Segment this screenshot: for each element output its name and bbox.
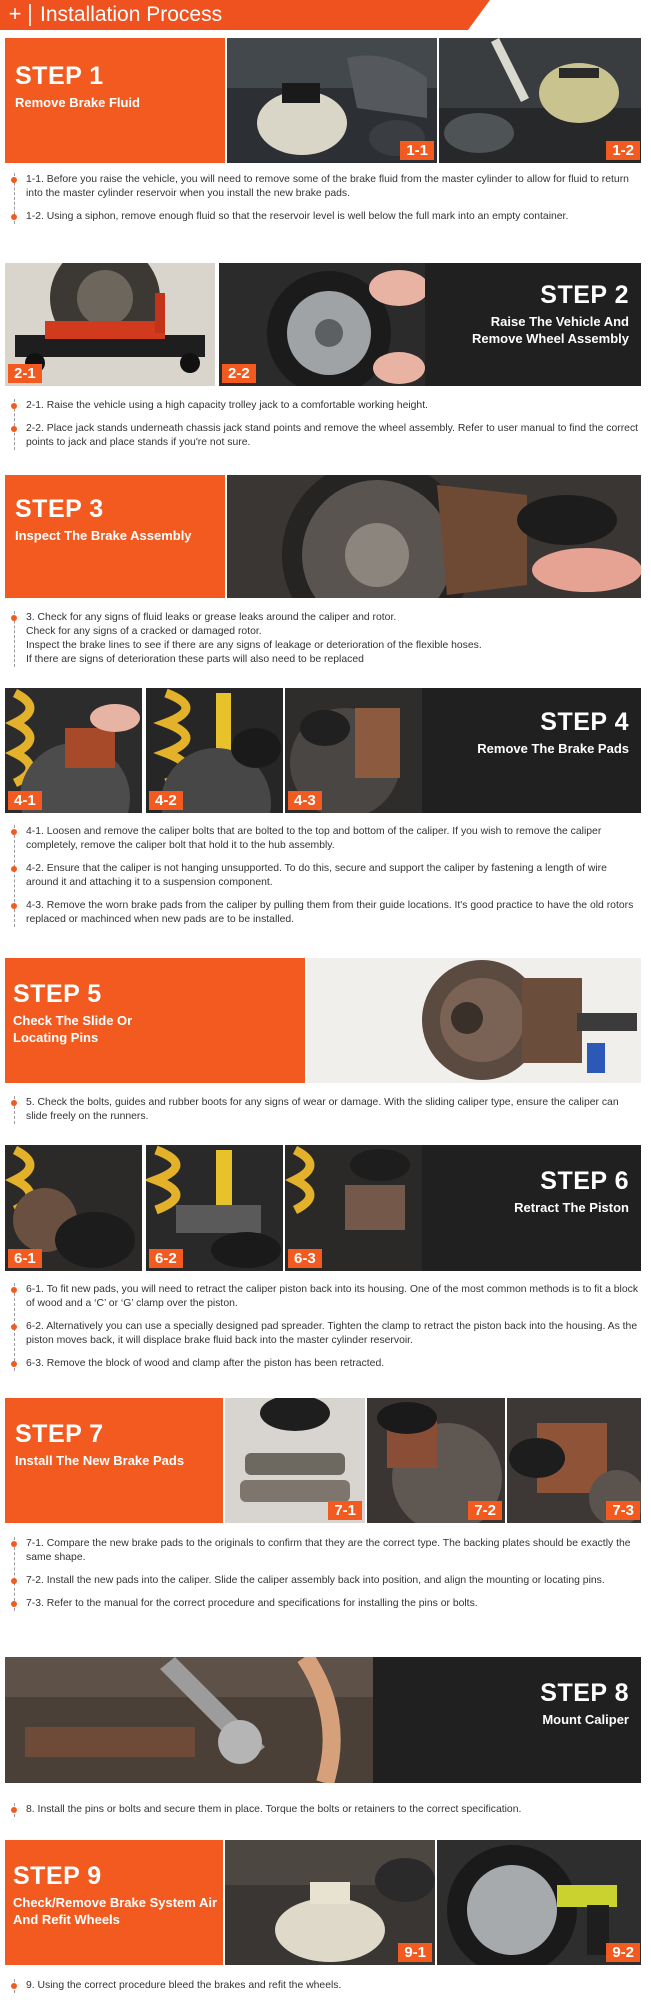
step-5-subtitle: Check The Slide Or Locating Pins	[13, 1013, 133, 1045]
step-4-title: STEP 4	[540, 708, 629, 736]
step-7-photo-1	[223, 1398, 365, 1523]
step-3-text-1: 3. Check for any signs of fluid leaks or grease leaks around the caliper and rotor.	[14, 611, 639, 625]
photo-tag-7-1: 7-1	[328, 1501, 362, 1520]
step-8-subtitle: Mount Caliper	[542, 1712, 629, 1727]
locating-pins-photo	[307, 958, 641, 1083]
step-2-panel	[425, 263, 641, 386]
section-header	[0, 0, 651, 30]
photo-tag-6-1: 6-1	[8, 1249, 42, 1268]
mount-caliper-photo	[5, 1657, 373, 1783]
photo-tag-2-1: 2-1	[8, 364, 42, 383]
step-7-text-2: 7-2. Install the new pads into the caliper. Slide the caliper assembly back into position, and align the mounting or locating pins.	[14, 1574, 639, 1588]
step-5-photo	[305, 958, 641, 1083]
section-title: Installation Process	[40, 3, 223, 26]
step-1-subtitle: Remove Brake Fluid	[15, 95, 140, 110]
header-divider	[29, 4, 31, 26]
step-4-panel	[422, 688, 641, 813]
step-1-text-2: 1-2. Using a siphon, remove enough fluid so that the reservoir level is well below the full mark into an empty container.	[14, 210, 639, 224]
step-3-text-4: If there are signs of deterioration these parts will also need to be replaced	[26, 654, 364, 665]
step-1-text-1: 1-1. Before you raise the vehicle, you will need to remove some of the brake fluid from the master cylinder to allow for fluid to return into the master cylinder reservoir when you install the new brake pads.	[14, 173, 639, 201]
step-9-title: STEP 9	[13, 1862, 102, 1890]
step-9-description	[14, 1979, 639, 1993]
step-4-text-1: 4-1. Loosen and remove the caliper bolts that are bolted to the top and bottom of the caliper. If you wish to remove the caliper completely, remove the caliper bolt that hold it to the hub assembly.	[14, 825, 639, 853]
step-3-text-2: Check for any signs of a cracked or damaged rotor.	[26, 626, 262, 637]
step-1-photo-1	[225, 38, 437, 163]
step-1-title: STEP 1	[15, 62, 104, 90]
step-4-photo-2	[144, 688, 283, 813]
step-4-text-2: 4-2. Ensure that the caliper is not hanging unsupported. To do this, secure and support the caliper by fastening a length of wire around it and attaching it to a suspension component.	[14, 862, 639, 890]
photo-tag-1-2: 1-2	[606, 141, 640, 160]
photo-tag-7-3: 7-3	[606, 1501, 640, 1520]
step-2-banner	[5, 263, 641, 386]
step-4-description	[14, 825, 639, 927]
step-1-description	[14, 173, 639, 224]
photo-tag-4-1: 4-1	[8, 791, 42, 810]
step-7-panel	[5, 1398, 223, 1523]
step-5-description	[14, 1096, 639, 1124]
photo-tag-4-3: 4-3	[288, 791, 322, 810]
step-4-subtitle: Remove The Brake Pads	[477, 741, 629, 756]
step-5-banner	[5, 958, 641, 1083]
step-9-photo-1	[223, 1840, 435, 1965]
step-2-description	[14, 399, 639, 450]
photo-tag-9-2: 9-2	[606, 1943, 640, 1962]
step-8-text-1: 8. Install the pins or bolts and secure them in place. Torque the bolts or retainers to the correct specification.	[14, 1803, 639, 1817]
step-9-banner	[5, 1840, 641, 1965]
step-6-text-1: 6-1. To fit new pads, you will need to retract the caliper piston back into its housing. One of the most common methods is to fit a block of wood and a ‘C’ or ‘G’ clamp over the piston.	[14, 1283, 639, 1311]
photo-tag-9-1: 9-1	[398, 1943, 432, 1962]
step-7-title: STEP 7	[15, 1420, 104, 1448]
step-1-banner	[5, 38, 641, 163]
step-2-subtitle: Raise The Vehicle And Remove Wheel Assembly	[471, 314, 629, 346]
step-8-panel	[373, 1657, 641, 1783]
plus-icon: +	[8, 1, 22, 26]
step-6-photo-3	[283, 1145, 422, 1271]
step-9-panel	[5, 1840, 223, 1965]
step-7-text-3: 7-3. Refer to the manual for the correct procedure and specifications for installing the pins or bolts.	[14, 1597, 639, 1611]
photo-tag-6-2: 6-2	[149, 1249, 183, 1268]
step-1-photo-2	[437, 38, 641, 163]
step-6-banner	[5, 1145, 641, 1271]
step-9-subtitle: Check/Remove Brake System Air And Refit Wheels	[13, 1895, 218, 1927]
step-7-photo-2	[365, 1398, 505, 1523]
step-5-panel	[5, 958, 305, 1083]
step-9-text-1: 9. Using the correct procedure bleed the brakes and refit the wheels.	[14, 1979, 639, 1993]
step-2-text-1: 2-1. Raise the vehicle using a high capacity trolley jack to a comfortable working height.	[14, 399, 639, 413]
step-7-subtitle: Install The New Brake Pads	[15, 1453, 185, 1468]
step-7-description	[14, 1537, 639, 1611]
step-4-photo-3	[283, 688, 422, 813]
step-9-photo-2	[435, 1840, 641, 1965]
step-7-banner	[5, 1398, 641, 1523]
step-3-text-3: Inspect the brake lines to see if there are any signs of leakage or deterioration of the flexible hoses.	[26, 640, 482, 651]
step-2-photo-2	[217, 263, 427, 386]
photo-tag-6-3: 6-3	[288, 1249, 322, 1268]
step-4-text-3: 4-3. Remove the worn brake pads from the caliper by pulling them from their guide locations. It's good practice to have the old rotors replaced or machinced when new pads are to be installed.	[14, 899, 639, 927]
step-4-banner	[5, 688, 641, 813]
step-2-title: STEP 2	[540, 281, 629, 309]
step-5-text-1: 5. Check the bolts, guides and rubber boots for any signs of wear or damage. With the sliding caliper type, ensure the caliper can slide freely on the runners.	[14, 1096, 639, 1124]
photo-tag-4-2: 4-2	[149, 791, 183, 810]
step-8-photo	[5, 1657, 373, 1783]
step-7-text-1: 7-1. Compare the new brake pads to the originals to confirm that they are the correct type. The backing plates should be exactly the same shape.	[14, 1537, 639, 1565]
step-6-text-3: 6-3. Remove the block of wood and clamp after the piston has been retracted.	[14, 1357, 639, 1371]
step-8-title: STEP 8	[540, 1679, 629, 1707]
photo-tag-1-1: 1-1	[400, 141, 434, 160]
step-3-description	[14, 611, 639, 667]
step-6-photo-1	[5, 1145, 142, 1271]
step-3-subtitle: Inspect The Brake Assembly	[15, 528, 192, 543]
step-1-panel	[5, 38, 225, 163]
brake-assembly-photo	[227, 475, 641, 598]
step-4-photo-1	[5, 688, 142, 813]
step-3-banner	[5, 475, 641, 598]
photo-tag-2-2: 2-2	[222, 364, 256, 383]
photo-tag-7-2: 7-2	[468, 1501, 502, 1520]
step-2-photo-1	[5, 263, 215, 386]
step-8-banner	[5, 1657, 641, 1783]
step-2-text-2: 2-2. Place jack stands underneath chassis jack stand points and remove the wheel assembly. Refer to user manual to find the correct points to jack and place stands if you're not sure.	[14, 422, 639, 450]
step-6-subtitle: Retract The Piston	[514, 1200, 629, 1215]
step-8-description	[14, 1803, 639, 1817]
step-6-photo-2	[144, 1145, 283, 1271]
step-3-photo	[225, 475, 641, 598]
step-7-photo-3	[505, 1398, 641, 1523]
step-6-title: STEP 6	[540, 1167, 629, 1195]
step-3-title: STEP 3	[15, 495, 104, 523]
step-6-panel	[422, 1145, 641, 1271]
step-3-panel	[5, 475, 225, 598]
step-5-title: STEP 5	[13, 980, 102, 1008]
step-6-text-2: 6-2. Alternatively you can use a specially designed pad spreader. Tighten the clamp to retract the piston back into the housing. As the piston moves back, it will displace brake fluid back into the master cylinder reservoir.	[14, 1320, 639, 1348]
step-6-description	[14, 1283, 639, 1371]
